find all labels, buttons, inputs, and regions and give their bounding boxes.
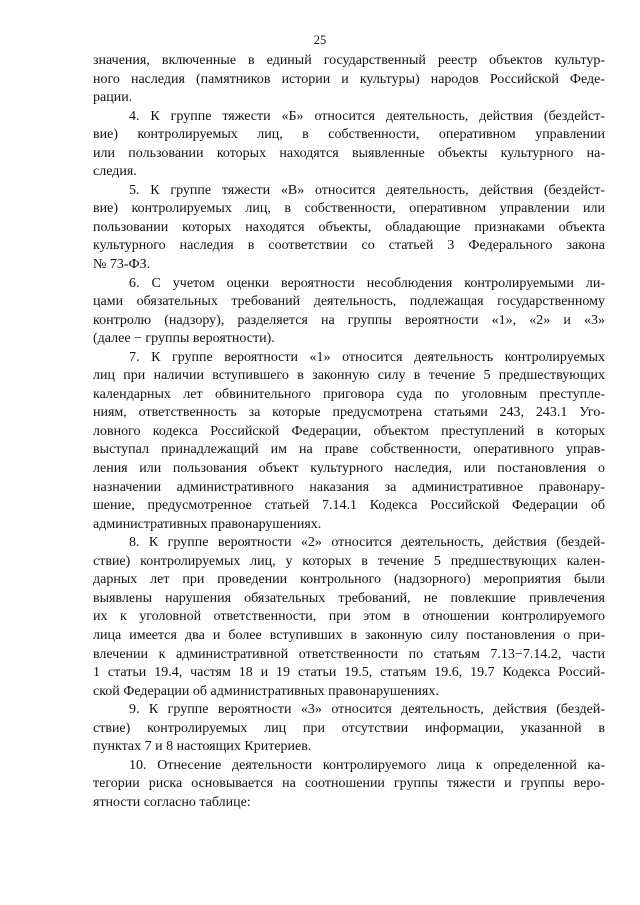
text-line: лица имеется два и более вступивших в законную силу постановления о при-: [93, 627, 605, 643]
paragraph-p8: [93, 534, 605, 701]
text-line: выявлены нарушения обязательных требований, не повлекшие привлечения: [93, 590, 605, 606]
text-line: пунктах 7 и 8 настоящих Критериев.: [93, 739, 312, 755]
text-line: ного наследия (памятников истории и культуры) народов Российской Феде-: [93, 71, 605, 87]
text-line: вие) контролируемых лиц, в собственности, оперативном управлении: [93, 127, 605, 143]
text-line: календарных лет обвинительного приговора суда по уголовным преступле-: [93, 386, 605, 402]
text-line: вие) контролируемых лиц, в собственности, оперативном управлении или: [93, 201, 605, 217]
paragraph-p0: [93, 52, 605, 108]
text-line: ниям, ответственность за которые предусмотрена статьями 243, 243.1 Уго-: [93, 405, 605, 421]
text-line: 6. С учетом оценки вероятности несоблюдения контролируемыми ли-: [129, 275, 605, 291]
paragraph-p10: [93, 757, 605, 813]
paragraph-p4: [93, 108, 605, 182]
text-line: пользовании которых находятся объекты, обладающие признаками объекта: [93, 219, 605, 235]
text-line: 1 статьи 19.4, частям 18 и 19 статьи 19.5, статьям 19.6, 19.7 Кодекса Россий-: [93, 665, 605, 681]
text-line: дарных лет при проведении контрольного (надзорного) мероприятия были: [93, 572, 605, 588]
text-line: ствие) контролируемых лиц, у которых в течение 5 предшествующих кален-: [93, 553, 605, 569]
text-line: рации.: [93, 90, 133, 106]
text-line: цами обязательных требований деятельность, подлежащая государственному: [93, 294, 605, 310]
text-line: лиц при наличии вступившего в законную силу в течение 5 предшествующих: [93, 368, 605, 384]
text-line: 10. Отнесение деятельности контролируемого лица к определенной ка-: [129, 757, 605, 773]
text-line: ствие) контролируемых лиц при отсутствии информации, указанной в: [93, 720, 605, 736]
page-number: 25: [313, 33, 327, 47]
text-line: ления или пользования объект культурного наследия, или постановления о: [93, 461, 605, 477]
paragraph-p7: [93, 349, 605, 534]
text-line: или пользовании которых находятся выявленные объекты культурного на-: [93, 145, 605, 161]
text-line: шение, предусмотренное статьей 7.14.1 Кодекса Российской Федерации об: [93, 498, 605, 514]
text-line: ловного кодекса Российской Федерации, объектом преступлений в которых: [93, 423, 605, 439]
text-line: 5. К группе тяжести «В» относится деятельность, действия (бездейст-: [129, 182, 605, 198]
text-line: ской Федерации об административных правонарушениях.: [93, 683, 439, 699]
text-line: культурного наследия в соответствии со статьей 3 Федерального закона: [93, 238, 605, 254]
text-line: административных правонарушениях.: [93, 516, 322, 532]
text-line: следия.: [93, 164, 137, 180]
text-line: 8. К группе вероятности «2» относится деятельность, действия (бездей-: [129, 535, 605, 551]
text-line: выступал принадлежащий им на праве собственности, оперативного управ-: [93, 442, 605, 458]
text-line: контролю (надзору), разделяется на группы вероятности «1», «2» и «3»: [93, 312, 605, 328]
text-line: 7. К группе вероятности «1» относится деятельность контролируемых: [129, 349, 605, 365]
paragraph-p5: [93, 182, 605, 275]
text-line: 4. К группе тяжести «Б» относится деятельность, действия (бездейст-: [129, 108, 605, 124]
text-line: тегории риска основывается на соотношении группы тяжести и группы веро-: [93, 776, 605, 792]
document-body: [93, 52, 605, 812]
text-line: № 73-ФЗ.: [93, 257, 151, 273]
text-line: их к уголовной ответственности, при этом в отношении контролируемого: [93, 609, 605, 625]
text-line: значения, включенные в единый государственный реестр объектов культур-: [93, 53, 605, 68]
text-line: (далее − группы вероятности).: [93, 331, 275, 347]
paragraph-p9: [93, 701, 605, 757]
paragraph-p6: [93, 275, 605, 349]
text-line: ятности согласно таблице:: [93, 794, 251, 810]
text-line: назначении административного наказания за административное правонару-: [93, 479, 605, 495]
text-line: 9. К группе вероятности «3» относится деятельность, действия (бездей-: [129, 702, 605, 718]
text-line: влечении к административной ответственности по статьям 7.13−7.14.2, части: [93, 646, 605, 662]
